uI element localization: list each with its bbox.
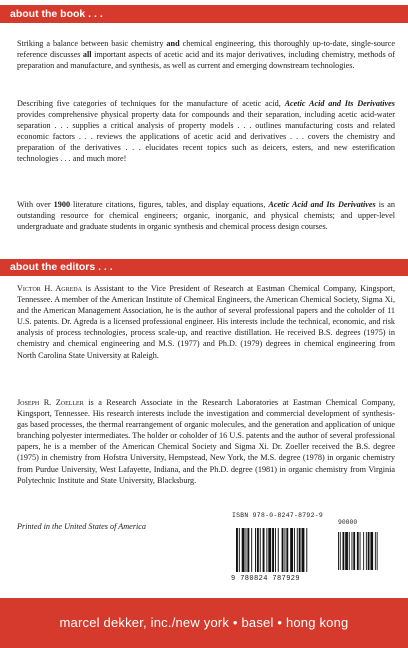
ean-digits: 9 780824 787929 [231,575,301,583]
body-text: provides comprehensive physical property data for compounds and their separation, including acetic acid-water separation . . . supplies a critical analysis of property models . . . outlines manufacturing costs and related economic factors . . . reviews the applications of acetic acid and derivatives . . . covers the chemistry and preparation of the derivatives . . . elucidates recent topics such as deicers, esters, and new esterification technologies . . . and much more! [17,110,395,164]
barcode-bar [306,528,307,572]
book-title-text: Acetic Acid and Its Derivatives [284,99,395,108]
barcode-bar [275,528,276,572]
barcode-bar [278,528,279,572]
printed-in-usa: Printed in the United States of America [17,522,147,531]
about-the-editors-heading: about the editors . . . [0,259,408,276]
body-text: is an outstanding resource for chemical engineers; organic, inorganic, and physical chemists; and upper-level undergraduate and graduate students in organic synthesis and chemical process design courses. [17,200,395,232]
barcode-graphic [234,520,382,576]
body-text: chemical engineering, this thoroughly up-to-date, single-source reference discusses [17,39,395,60]
barcode-bar [246,528,247,572]
barcode-addon-bar [366,532,367,570]
barcode-addon-bar [338,532,339,570]
body-text: With over [17,200,54,209]
body-text: literature citations, figures, tables, and display equations, [70,200,269,209]
barcode-bar [302,528,305,572]
barcode-bar [284,528,285,572]
barcode-addon-bar [343,532,345,570]
emphasis-text: and [166,39,180,48]
barcode-bar [294,528,295,572]
barcode-addon-bar [363,532,364,570]
body-text: Striking a balance between basic chemistry [17,39,167,48]
barcode-bar [260,528,261,572]
editor-1-text: is Assistant to the Vice President of Research at Eastman Chemical Company, Kingsport, Tennessee. A member of the American Institute of Chemical Engineers, the American Chemical Society, Sigma Xi, and the American Management Association, he is the author of several professional papers and the coholder of 11 U.S. patents. Dr. Agreda is a licensed professional engineer. His interests include the technical, economic, and risk analysis of process technologies, process scale-up, and reactive distillation. He received B.S. degrees (1975) in chemistry and chemical engineering and M.S. (1977) and Ph.D. (1979) degrees in chemical engineering from North Carolina State University at Raleigh. [17,284,395,360]
editor-2-bio [17,397,395,486]
barcode-addon-bar [370,532,373,570]
barcode-bar [272,528,274,572]
barcode-addon-bar [345,532,348,570]
editor-1-bio [17,283,395,361]
barcode-bar [236,528,238,572]
book-paragraph-2 [17,98,395,165]
barcode-bar [297,528,298,572]
book-title-text: Acetic Acid and Its Derivatives [268,200,376,209]
barcode-bar [239,528,240,572]
barcode-bar [257,528,259,572]
editor-2-name: Joseph R. Zoeller [17,398,84,407]
barcode-bar [255,528,256,572]
publisher-imprint: marcel dekker, inc./new york • basel • hong kong [59,615,349,630]
editor-2-text: is a Research Associate in the Research Laboratories at Eastman Chemical Company, Kingsport, Tennessee. His research interests include the investigation and commercial development of synthesis-gas based processes, the thermal rearrangement of organic molecules, and the generation and application of unique branching polyester intermediates. The holder or coholder of 16 U.S. patents and the author of several professional papers, he is a member of the American Chemical Society and Sigma Xi. Dr. Zoeller received the B.S. degree (1975) in chemistry from Hofstra University, Hempstead, New York, the M.S. degree (1978) in organic chemistry from Purdue University, West Lafayette, Indiana, and the Ph.D. degree (1981) in organic chemistry from Virginia Polytechnic Institute and State University, Blacksburg. [17,398,395,485]
barcode-bar [266,528,267,572]
emphasis-text: 1900 [53,200,71,209]
book-paragraph-3 [17,199,395,232]
barcode-bar [247,528,249,572]
emphasis-text: all [82,50,92,60]
price-addon-label: 90000 [338,519,358,526]
barcode-addon-bar [340,532,341,570]
barcode-addon-bar [349,532,350,570]
barcode-bar [242,528,245,572]
barcode-bar [251,528,252,572]
barcode-addon-bar [352,532,353,570]
body-text: important aspects of acetic acid and its major derivatives, including chemistry, methods of preparation and manufacture, and synthesis, as well as current and emerging downstream technologies. [17,50,395,71]
editor-1-name: Victor H. Agreda [17,284,82,293]
barcode-bar [268,528,271,572]
barcode-addon-bar [368,532,370,570]
book-paragraph-1 [17,38,395,71]
body-text: Describing five categories of techniques for the manufacture of acetic acid, [17,99,285,108]
about-the-book-heading: about the book . . . [0,5,408,23]
barcode-bar [263,528,265,572]
barcode-addon-bar [360,532,361,570]
barcode-bar [286,528,288,572]
barcode-bar [299,528,301,572]
barcode-addon-bar [353,532,355,570]
isbn-label: ISBN 978-0-8247-8792-9 [232,512,323,519]
barcode-bar [282,528,284,572]
barcode-addon-bar [377,532,378,570]
barcode-bar [290,528,293,572]
barcode-addon-bar [357,532,359,570]
barcode-addon-bar [375,532,376,570]
